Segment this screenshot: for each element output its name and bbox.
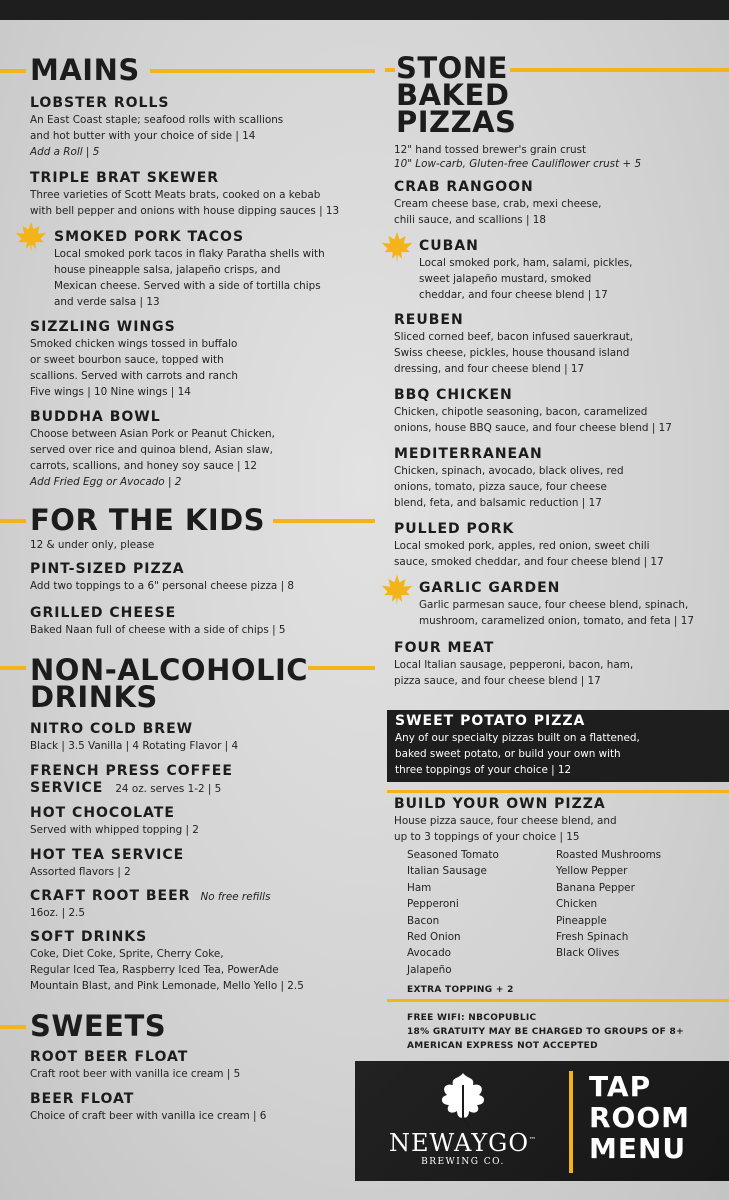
item-desc: Black | 3.5 Vanilla | 4 Rotating Flavor | 4 xyxy=(30,740,239,752)
item-name: HOT TEA SERVICE xyxy=(30,847,185,863)
item-desc: Any of our specialty pizzas built on a flattened, baked sweet potato, or build your own with three toppings of your choice | 12 xyxy=(395,732,640,776)
menu-item-lobster-rolls xyxy=(30,95,283,160)
item-desc: House pizza sauce, four cheese blend, and up to 3 toppings of your choice | 15 xyxy=(394,815,617,843)
item-desc: Assorted flavors | 2 xyxy=(30,866,131,878)
item-name: BBQ CHICKEN xyxy=(394,387,513,403)
notices xyxy=(407,1011,684,1053)
item-desc: Choice of craft beer with vanilla ice cream | 6 xyxy=(30,1110,267,1122)
topping-item: Pepperoni xyxy=(407,898,459,911)
pizza-crust-alt-note: 10" Low-carb, Gluten-free Cauliflower crust + 5 xyxy=(394,158,642,170)
topping-item: Avocado xyxy=(407,947,452,960)
menu-item-mediterranean xyxy=(394,446,624,511)
item-name: ROOT BEER FLOAT xyxy=(30,1049,189,1065)
gratuity-notice: 18% GRATUITY MAY BE CHARGED TO GROUPS OF 8+ xyxy=(407,1027,684,1037)
item-desc: Cream cheese base, crab, mexi cheese, chili sauce, and scallions | 18 xyxy=(394,198,602,226)
topping-item: Red Onion xyxy=(407,931,461,944)
pizza-crust-note: 12" hand tossed brewer's grain crust xyxy=(394,144,587,156)
item-name: PINT-SIZED PIZZA xyxy=(30,561,185,577)
item-name: NITRO COLD BREW xyxy=(30,721,194,737)
sweets-header xyxy=(0,1009,375,1043)
item-desc: Local smoked pork, ham, salami, pickles, sweet jalapeño mustard, smoked cheddar, and four cheese blend | 17 xyxy=(419,257,633,301)
toppings-list-left xyxy=(407,847,499,978)
kids-note: 12 & under only, please xyxy=(30,539,155,551)
accent-bar xyxy=(308,666,375,670)
amex-notice: AMERICAN EXPRESS NOT ACCEPTED xyxy=(407,1041,598,1051)
menu-item-pint-sized-pizza xyxy=(30,561,294,594)
item-name: REUBEN xyxy=(394,312,464,328)
accent-bar xyxy=(0,1025,26,1029)
item-desc: Chicken, chipotle seasoning, bacon, caramelized onions, house BBQ sauce, and four cheese blend | 17 xyxy=(394,406,672,434)
brand-footer xyxy=(355,1061,729,1181)
item-desc: Local smoked pork, apples, red onion, sweet chili sauce, smoked cheddar, and four cheese blend | 17 xyxy=(394,540,664,568)
accent-bar xyxy=(0,69,26,73)
accent-divider xyxy=(569,1071,573,1173)
brand-logo xyxy=(373,1127,553,1168)
maple-leaf-icon xyxy=(380,230,414,264)
item-desc: Add two toppings to a 6" personal cheese pizza | 8 xyxy=(30,580,294,592)
item-desc: Chicken, spinach, avocado, black olives, red onions, tomato, pizza sauce, four cheese blend, feta, and balsamic reduction | 17 xyxy=(394,465,624,509)
item-desc: Served with whipped topping | 2 xyxy=(30,824,199,836)
menu-item-beer-float xyxy=(30,1091,266,1124)
menu-item-build-your-own-pizza xyxy=(394,796,617,845)
menu-item-craft-root-beer xyxy=(30,888,270,921)
topping-item: Seasoned Tomato xyxy=(407,849,499,861)
brand-name: NEWAYGO xyxy=(388,1129,530,1157)
topping-item: Black Olives xyxy=(556,947,620,960)
topping-item: Italian Sausage xyxy=(407,865,487,878)
sweets-title: SWEETS xyxy=(30,1009,167,1043)
item-desc: An East Coast staple; seafood rolls with scallions and hot butter with your choice of side | 14 xyxy=(30,114,284,142)
menu-item-root-beer-float xyxy=(30,1049,240,1082)
wifi-notice: FREE WIFI: NBCOPUBLIC xyxy=(407,1013,537,1023)
item-desc: Baked Naan full of cheese with a side of chips | 5 xyxy=(30,624,286,636)
topping-item: Yellow Pepper xyxy=(556,865,628,878)
kids-header xyxy=(0,503,375,537)
item-desc: Three varieties of Scott Meats brats, cooked on a kebab with bell pepper and onions with house dipping sauces | 13 xyxy=(30,189,340,217)
item-desc: Local Italian sausage, pepperoni, bacon, ham, pizza sauce, and four cheese blend | 17 xyxy=(394,659,634,687)
oak-leaf-logo-icon xyxy=(431,1071,495,1129)
maple-leaf-icon xyxy=(380,573,414,607)
topping-item: Jalapeño xyxy=(407,963,452,976)
item-desc: Smoked chicken wings tossed in buffalo or sweet bourbon sauce, topped with scallions. Served with carrots and ranch Five wings | 10 Nine wings | 14 xyxy=(30,338,238,398)
item-name: BUILD YOUR OWN PIZZA xyxy=(394,796,606,812)
item-name: GARLIC GARDEN xyxy=(419,580,561,596)
menu-item-sizzling-wings xyxy=(30,319,238,400)
accent-bar xyxy=(273,519,375,523)
accent-bar xyxy=(387,790,729,793)
item-desc: Garlic parmesan sauce, four cheese blend, spinach, mushroom, caramelized onion, tomato, and feta | 17 xyxy=(419,599,694,627)
menu-item-triple-brat-skewer xyxy=(30,170,339,219)
item-name: MEDITERRANEAN xyxy=(394,446,543,462)
item-name: TRIPLE BRAT SKEWER xyxy=(30,170,220,186)
item-name: CUBAN xyxy=(419,238,479,254)
item-desc: Choose between Asian Pork or Peanut Chicken, served over rice and quinoa blend, Asian slaw, carrots, scallions, and honey soy sauce | 12 xyxy=(30,428,275,472)
item-name: FRENCH PRESS COFFEE xyxy=(30,763,233,779)
menu-item-soft-drinks xyxy=(30,929,304,994)
item-desc: Craft root beer with vanilla ice cream | 5 xyxy=(30,1068,241,1080)
item-desc: Coke, Diet Coke, Sprite, Cherry Coke, Regular Iced Tea, Raspberry Iced Tea, PowerAde Mountain Blast, and Pink Lemonade, Mello Yello | 2.5 xyxy=(30,948,304,992)
item-name: SMOKED PORK TACOS xyxy=(54,229,245,245)
menu-item-pulled-pork xyxy=(394,521,664,570)
accent-bar xyxy=(150,69,375,73)
menu-item-garlic-garden xyxy=(419,580,694,629)
menu-item-hot-chocolate xyxy=(30,805,199,838)
menu-item-crab-rangoon xyxy=(394,179,601,228)
menu-item-smoked-pork-tacos xyxy=(54,229,325,310)
trademark-mark: ™ xyxy=(529,1136,538,1144)
toppings-list-right xyxy=(556,847,661,962)
item-inline-note: No free refills xyxy=(200,891,271,903)
item-addon: Add a Roll | 5 xyxy=(30,146,100,158)
item-name: SWEET POTATO PIZZA xyxy=(395,713,586,729)
accent-bar xyxy=(510,68,729,72)
topping-item: Ham xyxy=(407,881,432,894)
item-name: FOUR MEAT xyxy=(394,640,495,656)
menu-item-hot-tea-service xyxy=(30,847,184,880)
extra-topping-price: EXTRA TOPPING + 2 xyxy=(407,985,514,995)
accent-bar xyxy=(385,68,395,72)
brand-subtitle: BREWING CO. xyxy=(421,1157,505,1167)
item-name: BEER FLOAT xyxy=(30,1091,135,1107)
menu-item-bbq-chicken xyxy=(394,387,672,436)
item-name: PULLED PORK xyxy=(394,521,515,537)
topping-item: Banana Pepper xyxy=(556,881,635,894)
item-inline-desc: 24 oz. serves 1-2 | 5 xyxy=(115,783,222,795)
item-name: HOT CHOCOLATE xyxy=(30,805,175,821)
item-name: CRAB RANGOON xyxy=(394,179,534,195)
menu-item-reuben xyxy=(394,312,633,377)
accent-bar xyxy=(0,666,26,670)
accent-bar xyxy=(387,999,729,1002)
item-addon: Add Fried Egg or Avocado | 2 xyxy=(30,476,182,488)
kids-title: FOR THE KIDS xyxy=(30,503,266,537)
item-name: CRAFT ROOT BEER xyxy=(30,888,191,904)
pizzas-title: STONE BAKED PIZZAS xyxy=(396,51,517,139)
menu-item-four-meat xyxy=(394,640,633,689)
sweet-potato-pizza-box xyxy=(387,710,729,782)
topping-item: Fresh Spinach xyxy=(556,931,629,944)
menu-item-french-press-coffee xyxy=(30,763,233,797)
menu-item-nitro-cold-brew xyxy=(30,721,238,754)
item-name: SOFT DRINKS xyxy=(30,929,148,945)
topping-item: Roasted Mushrooms xyxy=(556,849,662,861)
item-name: LOBSTER ROLLS xyxy=(30,95,170,111)
tap-room-menu-title: TAP ROOM MENU xyxy=(589,1070,691,1165)
item-name: GRILLED CHEESE xyxy=(30,605,177,621)
item-name-line2: SERVICE xyxy=(30,780,104,796)
topping-item: Bacon xyxy=(407,914,440,927)
item-desc: Local smoked pork tacos in flaky Paratha shells with house pineapple salsa, jalapeño crisps, and Mexican cheese. Served with a side of tortilla chips and verde salsa | 13 xyxy=(54,248,325,308)
item-name: SIZZLING WINGS xyxy=(30,319,176,335)
maple-leaf-icon xyxy=(14,220,48,254)
mains-title: MAINS xyxy=(30,53,140,87)
top-border-bar xyxy=(0,0,729,20)
drinks-title: NON-ALCOHOLIC DRINKS xyxy=(30,653,309,714)
accent-bar xyxy=(0,519,26,523)
item-desc: 16oz. | 2.5 xyxy=(30,907,85,919)
mains-header xyxy=(0,53,375,87)
menu-item-grilled-cheese xyxy=(30,605,286,638)
menu-item-cuban xyxy=(419,238,632,303)
menu-item-buddha-bowl xyxy=(30,409,275,490)
topping-item: Pineapple xyxy=(556,914,607,927)
item-name: BUDDHA BOWL xyxy=(30,409,161,425)
item-desc: Sliced corned beef, bacon infused sauerkraut, Swiss cheese, pickles, house thousand island dressing, and four cheese blend | 17 xyxy=(394,331,634,375)
topping-item: Chicken xyxy=(556,898,598,911)
